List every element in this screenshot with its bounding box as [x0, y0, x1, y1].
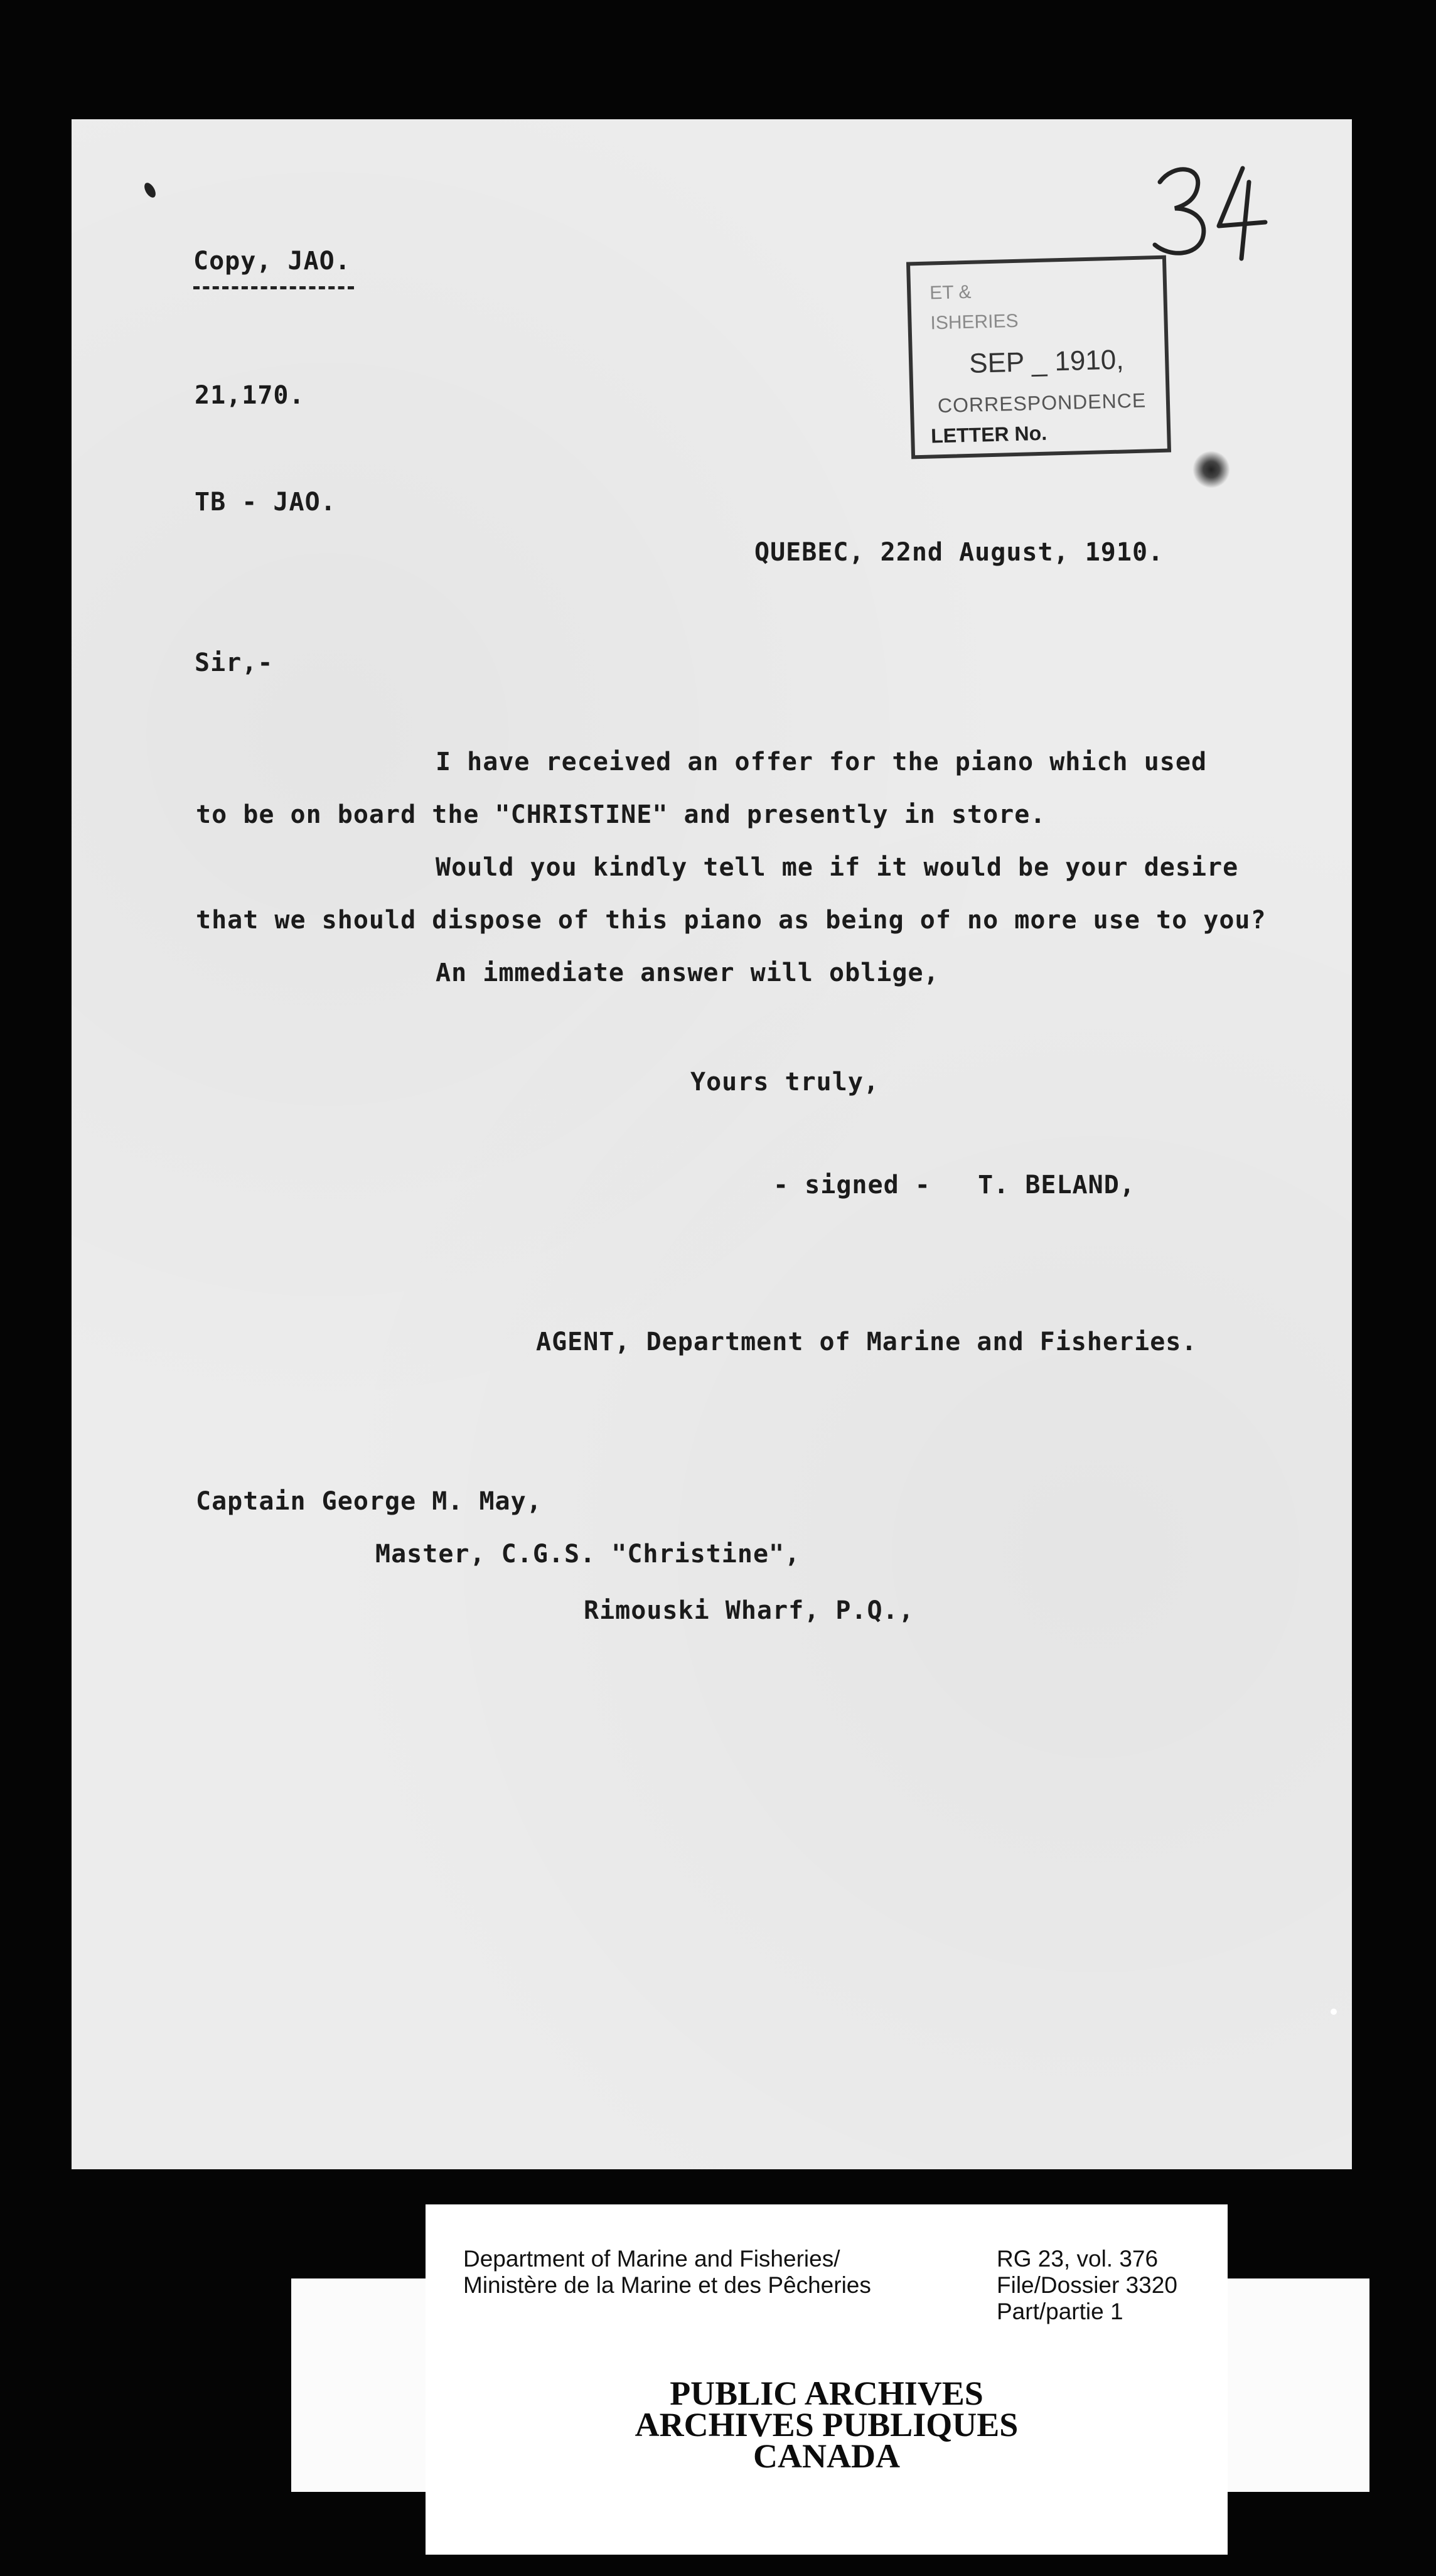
- archive-file: File/Dossier 3320: [997, 2272, 1177, 2298]
- copy-line: Copy, JAO.: [193, 247, 351, 276]
- archive-part: Part/partie 1: [997, 2299, 1123, 2324]
- place-date: QUEBEC, 22nd August, 1910.: [754, 538, 1164, 567]
- received-stamp: [906, 255, 1171, 459]
- archives-title-en: PUBLIC ARCHIVES: [670, 2375, 983, 2412]
- stamp-line: CORRESPONDENCE: [937, 389, 1147, 417]
- ink-smudge: [1192, 451, 1230, 488]
- body-line: Would you kindly tell me if it would be your desire: [436, 853, 1239, 882]
- signer-title: AGENT, Department of Marine and Fisheries.: [536, 1328, 1198, 1356]
- body-line: that we should dispose of this piano as being of no more use to you?: [196, 906, 1267, 935]
- archives-country: CANADA: [753, 2437, 900, 2475]
- salutation: Sir,-: [195, 648, 274, 677]
- closing: Yours truly,: [690, 1068, 879, 1097]
- addressee-line: Master, C.G.S. "Christine",: [375, 1540, 801, 1569]
- archives-title-fr: ARCHIVES PUBLIQUES: [635, 2406, 1019, 2444]
- archive-rg: RG 23, vol. 376: [997, 2246, 1159, 2272]
- paper-speck: [1331, 2009, 1337, 2015]
- copy-underline: [193, 286, 354, 289]
- body-line: to be on board the "CHRISTINE" and presently in store.: [196, 800, 1046, 829]
- initials: TB - JAO.: [195, 488, 336, 517]
- body-line: An immediate answer will oblige,: [436, 958, 940, 987]
- archive-dept-fr: Ministère de la Marine et des Pêcheries: [463, 2272, 871, 2298]
- stamp-line: ET &: [929, 281, 972, 304]
- stamp-line: LETTER No.: [930, 421, 1048, 448]
- stamp-date: SEP _ 1910,: [968, 344, 1125, 379]
- file-number: 21,170.: [195, 381, 305, 410]
- signature: - signed - T. BELAND,: [773, 1171, 1135, 1199]
- handwritten-page-number: [1149, 157, 1274, 264]
- stamp-line: ISHERIES: [930, 310, 1019, 334]
- addressee-line: Rimouski Wharf, P.Q.,: [584, 1596, 914, 1625]
- archive-dept-en: Department of Marine and Fisheries/: [463, 2246, 840, 2272]
- addressee-line: Captain George M. May,: [196, 1487, 542, 1516]
- body-line: I have received an offer for the piano which used: [436, 748, 1208, 776]
